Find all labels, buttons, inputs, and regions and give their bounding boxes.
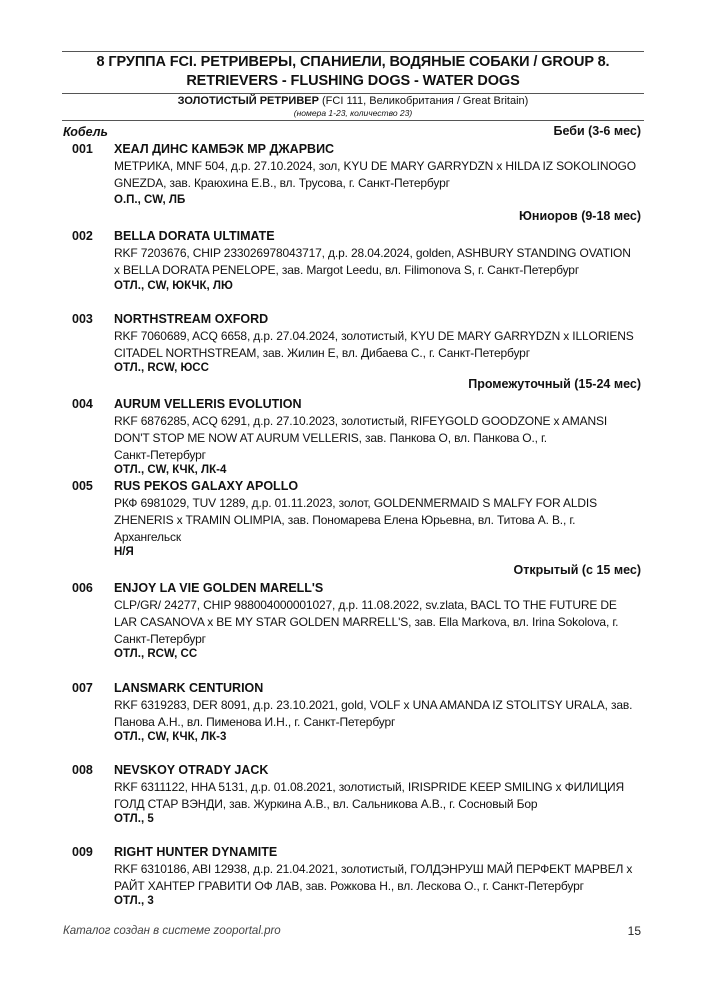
- entry-details: [114, 697, 640, 731]
- entry-number: 009: [72, 845, 93, 859]
- details-line: RKF 7203676, CHIP 233026978043717, д.р. 28.04.2024, golden, ASHBURY STANDING OVATION: [114, 246, 631, 260]
- entry-grades: ОТЛ., 5: [114, 813, 154, 825]
- page-number: 15: [627, 924, 641, 938]
- details-line: DON'T STOP ME NOW AT AURUM VELLERIS, зав. Панкова О, вл. Панкова О., г.: [114, 431, 547, 445]
- details-line: RKF 6876285, ACQ 6291, д.р. 27.10.2023, золотистый, RIFEYGOLD GOODZONE x AMANSI: [114, 414, 608, 428]
- dog-name: NEVSKOY OTRADY JACK: [114, 763, 269, 777]
- entry-number: 007: [72, 681, 93, 695]
- entry-number: 006: [72, 581, 93, 595]
- details-line: Санкт-Петербург: [114, 448, 206, 462]
- group-title-line-1: 8 ГРУППА FCI. РЕТРИВЕРЫ, СПАНИЕЛИ, ВОДЯНЫЕ СОБАКИ / GROUP 8.: [96, 54, 610, 70]
- details-line: CLP/GR/ 24277, CHIP 988004000001027, д.р. 11.08.2022, sv.zlata, BACL TO THE FUTURE DE: [114, 598, 617, 612]
- entry-number: 004: [72, 397, 93, 411]
- entry-grades: Н/Я: [114, 546, 134, 558]
- entry-grades: ОТЛ., 3: [114, 895, 154, 907]
- entry-details: [114, 597, 640, 648]
- entry-details: [114, 861, 640, 895]
- class-heading-baby: Беби (3-6 мес): [553, 124, 641, 138]
- details-line: LAR CASANOVA x BE MY STAR GOLDEN MARRELL'S, зав. Ella Markova, вл. Irina Sokolova, г.: [114, 615, 619, 629]
- entry-grades: О.П., CW, ЛБ: [114, 194, 186, 206]
- details-line: RKF 7060689, ACQ 6658, д.р. 27.04.2024, золотистый, KYU DE MARY GARRYDZN x ILLORIENS: [114, 329, 634, 343]
- dog-name: ХЕАЛ ДИНС КАМБЭК МР ДЖАРВИС: [114, 142, 335, 156]
- entry-details: [114, 495, 640, 546]
- dog-name: LANSMARK CENTURION: [114, 681, 264, 695]
- breed-info: (FCI 111, Великобритания / Great Britain): [318, 95, 529, 107]
- details-line: RKF 6310186, ABI 12938, д.р. 21.04.2021, золотистый, ГОЛДЭНРУШ МАЙ ПЕРФЕКТ МАРВЕЛ x: [114, 862, 633, 876]
- breed-note: (номера 1-23, количество 23): [293, 108, 413, 118]
- details-line: ZHENERIS x TRAMIN OLIMPIA, зав. Пономарева Елена Юрьевна, вл. Титова А. В., г.: [114, 513, 576, 527]
- entry-details: [114, 328, 640, 362]
- details-line: РКФ 6981029, TUV 1289, д.р. 01.11.2023, золот, GOLDENMERMAID S MALFY FOR ALDIS: [114, 496, 597, 510]
- entry-number: 005: [72, 479, 93, 493]
- class-heading-intermediate: Промежуточный (15-24 мес): [468, 377, 641, 391]
- entry-details: [114, 245, 640, 279]
- entry-number: 008: [72, 763, 93, 777]
- details-line: Санкт-Петербург: [114, 632, 206, 646]
- details-line: RKF 6311122, HHA 5131, д.р. 01.08.2021, золотистый, IRISPRIDE KEEP SMILING x ФИЛИЦИЯ: [114, 780, 625, 794]
- details-line: Архангельск: [114, 530, 181, 544]
- dog-name: AURUM VELLERIS EVOLUTION: [114, 397, 302, 411]
- dog-name: NORTHSTREAM OXFORD: [114, 312, 269, 326]
- details-line: ГОЛД СТАР ВЭНДИ, зав. Журкина А.В., вл. Сальникова А.В., г. Сосновый Бор: [114, 797, 538, 811]
- group-rule: [62, 93, 644, 94]
- details-line: Панова А.Н., вл. Пименова И.Н., г. Санкт-Петербург: [114, 715, 396, 729]
- details-line: РАЙТ ХАНТЕР ГРАВИТИ ОФ ЛАВ, зав. Рожкова Н., вл. Лескова О., г. Санкт-Петербург: [114, 879, 584, 893]
- entry-details: [114, 158, 640, 192]
- details-line: x BELLA DORATA PENELOPE, зав. Margot Leedu, вл. Filimonova S, г. Санкт-Петербург: [114, 263, 580, 277]
- dog-name: BELLA DORATA ULTIMATE: [114, 229, 275, 243]
- details-line: GNEZDA, зав. Краюхина Е.В., вл. Трусова, г. Санкт-Петербург: [114, 176, 450, 190]
- dog-name: ENJOY LA VIE GOLDEN MARELL'S: [114, 581, 324, 595]
- breed-name: ЗОЛОТИСТЫЙ РЕТРИВЕР: [177, 95, 319, 107]
- breed-heading: [62, 95, 644, 108]
- entry-grades: ОТЛ., RCW, ЮСС: [114, 362, 209, 374]
- entry-number: 002: [72, 229, 93, 243]
- details-line: МЕТРИКА, MNF 504, д.р. 27.10.2024, зол, KYU DE MARY GARRYDZN x HILDA IZ SOKOLINOGO: [114, 159, 636, 173]
- entry-number: 001: [72, 142, 93, 156]
- entry-grades: ОТЛ., CW, КЧК, ЛК-3: [114, 731, 227, 743]
- sex-label: Кобель: [63, 125, 108, 139]
- entry-grades: ОТЛ., RCW, СС: [114, 648, 198, 660]
- breed-rule: [62, 120, 644, 121]
- catalog-footer-note: Каталог создан в системе zooportal.pro: [63, 925, 281, 937]
- details-line: RKF 6319283, DER 8091, д.р. 23.10.2021, gold, VOLF x UNA AMANDA IZ STOLITSY URALA, зав.: [114, 698, 633, 712]
- dog-name: RUS PEKOS GALAXY APOLLO: [114, 479, 299, 493]
- entry-grades: ОТЛ., CW, ЮКЧК, ЛЮ: [114, 280, 233, 292]
- dog-name: RIGHT HUNTER DYNAMITE: [114, 845, 278, 859]
- class-heading-open: Открытый (с 15 мес): [513, 563, 641, 577]
- entry-details: [114, 413, 640, 464]
- group-title-line-2: RETRIEVERS - FLUSHING DOGS - WATER DOGS: [186, 73, 520, 89]
- class-heading-junior: Юниоров (9-18 мес): [519, 209, 641, 223]
- top-rule: [62, 51, 644, 52]
- details-line: CITADEL NORTHSTREAM, зав. Жилин Е, вл. Дибаева С., г. Санкт-Петербург: [114, 346, 530, 360]
- entry-grades: ОТЛ., CW, КЧК, ЛК-4: [114, 464, 227, 476]
- entry-number: 003: [72, 312, 93, 326]
- entry-details: [114, 779, 640, 813]
